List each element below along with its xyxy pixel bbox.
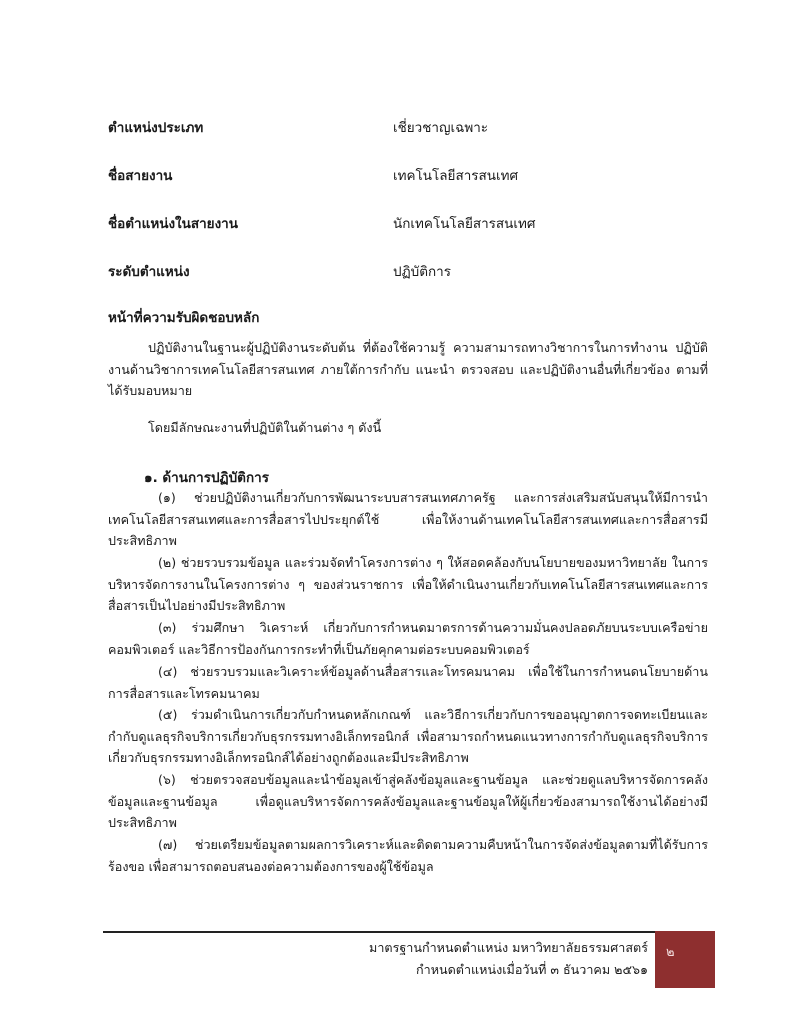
list-item: (๗) ช่วยเตรียมข้อมูลตามผลการวิเคราะห์และติดตามความคืบหน้าในการจัดส่งข้อมูลตามที่ได้รับการร้องขอ เพื่อสามารถตอบสนองต่อความต้องการของผู้ใช้ข้อมูล: [108, 837, 708, 874]
field-label: ตำแหน่งประเภท: [108, 120, 204, 136]
field-label: ชื่อตำแหน่งในสายงาน: [108, 216, 238, 232]
page-number-box: [655, 931, 715, 988]
page-number: ๒: [666, 945, 675, 960]
section-heading: ๑. ด้านการปฏิบัติการ: [144, 470, 269, 486]
list-item: (๖) ช่วยตรวจสอบข้อมูลและนำข้อมูลเข้าสู่คลังข้อมูลและฐานข้อมูล และช่วยดูแลบริหารจัดการคลังข้อมูลและฐานข้อมูล เพื่อดูแลบริหารจัดการคลังข้อมูลและฐานข้อมูลให้ผู้เกี่ยวข้องสามารถใช้งานได้อย่างมีประสิทธิภาพ: [108, 772, 708, 830]
list-item: (๕) ร่วมดำเนินการเกี่ยวกับกำหนดหลักเกณฑ์ และวิธีการเกี่ยวกับการขออนุญาตการจดทะเบียนและกำกับดูแลธุรกิจบริการเกี่ยวกับธุรกรรมทางอิเล็กทรอนิกส์ เพื่อสามารถกำหนดแนวทางการกำกับดูแลธุรกิจบริการเกี่ยวกับธุรกรรมทางอิเล็กทรอนิกส์ได้อย่างถูกต้องและมีประสิทธิภาพ: [108, 707, 708, 765]
responsibilities-intro: โดยมีลักษณะงานที่ปฏิบัติในด้านต่าง ๆ ดังนี้: [148, 420, 382, 435]
list-item: (๓) ร่วมศึกษา วิเคราะห์ เกี่ยวกับการกำหนดมาตรการด้านความมั่นคงปลอดภัยบนระบบเครือข่ายคอมพิวเตอร์ และวิธีการป้องกันการกระทำที่เป็นภัยคุกคามต่อระบบคอมพิวเตอร์: [108, 620, 708, 657]
field-label: ระดับตำแหน่ง: [108, 264, 190, 280]
list-item: (๑) ช่วยปฏิบัติงานเกี่ยวกับการพัฒนาระบบสารสนเทศภาครัฐ และการส่งเสริมสนับสนุนให้มีการนำเทคโนโลยีสารสนเทศและการสื่อสารไปประยุกต์ใช้ เพื่อให้งานด้านเทคโนโลยีสารสนเทศและการสื่อสารมีประสิทธิภาพ: [108, 490, 708, 548]
field-position-name: [108, 212, 708, 234]
field-value: เทคโนโลยีสารสนเทศ: [393, 168, 519, 184]
footer-title: มาตรฐานกำหนดตำแหน่ง มหาวิทยาลัยธรรมศาสตร์: [369, 940, 648, 955]
field-line-of-work: [108, 164, 708, 186]
field-position-level: [108, 260, 708, 282]
list-item: (๒) ช่วยรวบรวมข้อมูล และร่วมจัดทำโครงการต่าง ๆ ให้สอดคล้องกับนโยบายของมหาวิทยาลัย ในการบริหารจัดการงานในโครงการต่าง ๆ ของส่วนราชการ เพื่อให้ดำเนินงานเกี่ยวกับเทคโนโลยีสารสนเทศและการสื่อสารเป็นไปอย่างมีประสิทธิภาพ: [108, 555, 708, 613]
field-value: ปฏิบัติการ: [393, 264, 451, 280]
field-position-type: [108, 116, 708, 138]
field-value: เชี่ยวชาญเฉพาะ: [393, 120, 489, 136]
footer-divider: [103, 931, 655, 933]
responsibilities-title: หน้าที่ความรับผิดชอบหลัก: [108, 310, 260, 326]
list-item: (๔) ช่วยรวบรวมและวิเคราะห์ข้อมูลด้านสื่อสารและโทรคมนาคม เพื่อใช้ในการกำหนดนโยบายด้านการสื่อสารและโทรคมนาคม: [108, 664, 708, 701]
responsibilities-summary: ปฏิบัติงานในฐานะผู้ปฏิบัติงานระดับต้น ที่ต้องใช้ความรู้ ความสามารถทางวิชาการในการทำงาน ปฏิบัติงานด้านวิชาการเทคโนโลยีสารสนเทศ ภายใต้การกำกับ แนะนำ ตรวจสอบ และปฏิบัติงานอื่นที่เกี่ยวข้อง ตามที่ได้รับมอบหมาย: [108, 340, 708, 398]
footer-date: กำหนดตำแหน่งเมื่อวันที่ ๓ ธันวาคม ๒๕๖๑: [416, 962, 648, 977]
field-value: นักเทคโนโลยีสารสนเทศ: [393, 216, 536, 232]
field-label: ชื่อสายงาน: [108, 168, 173, 184]
